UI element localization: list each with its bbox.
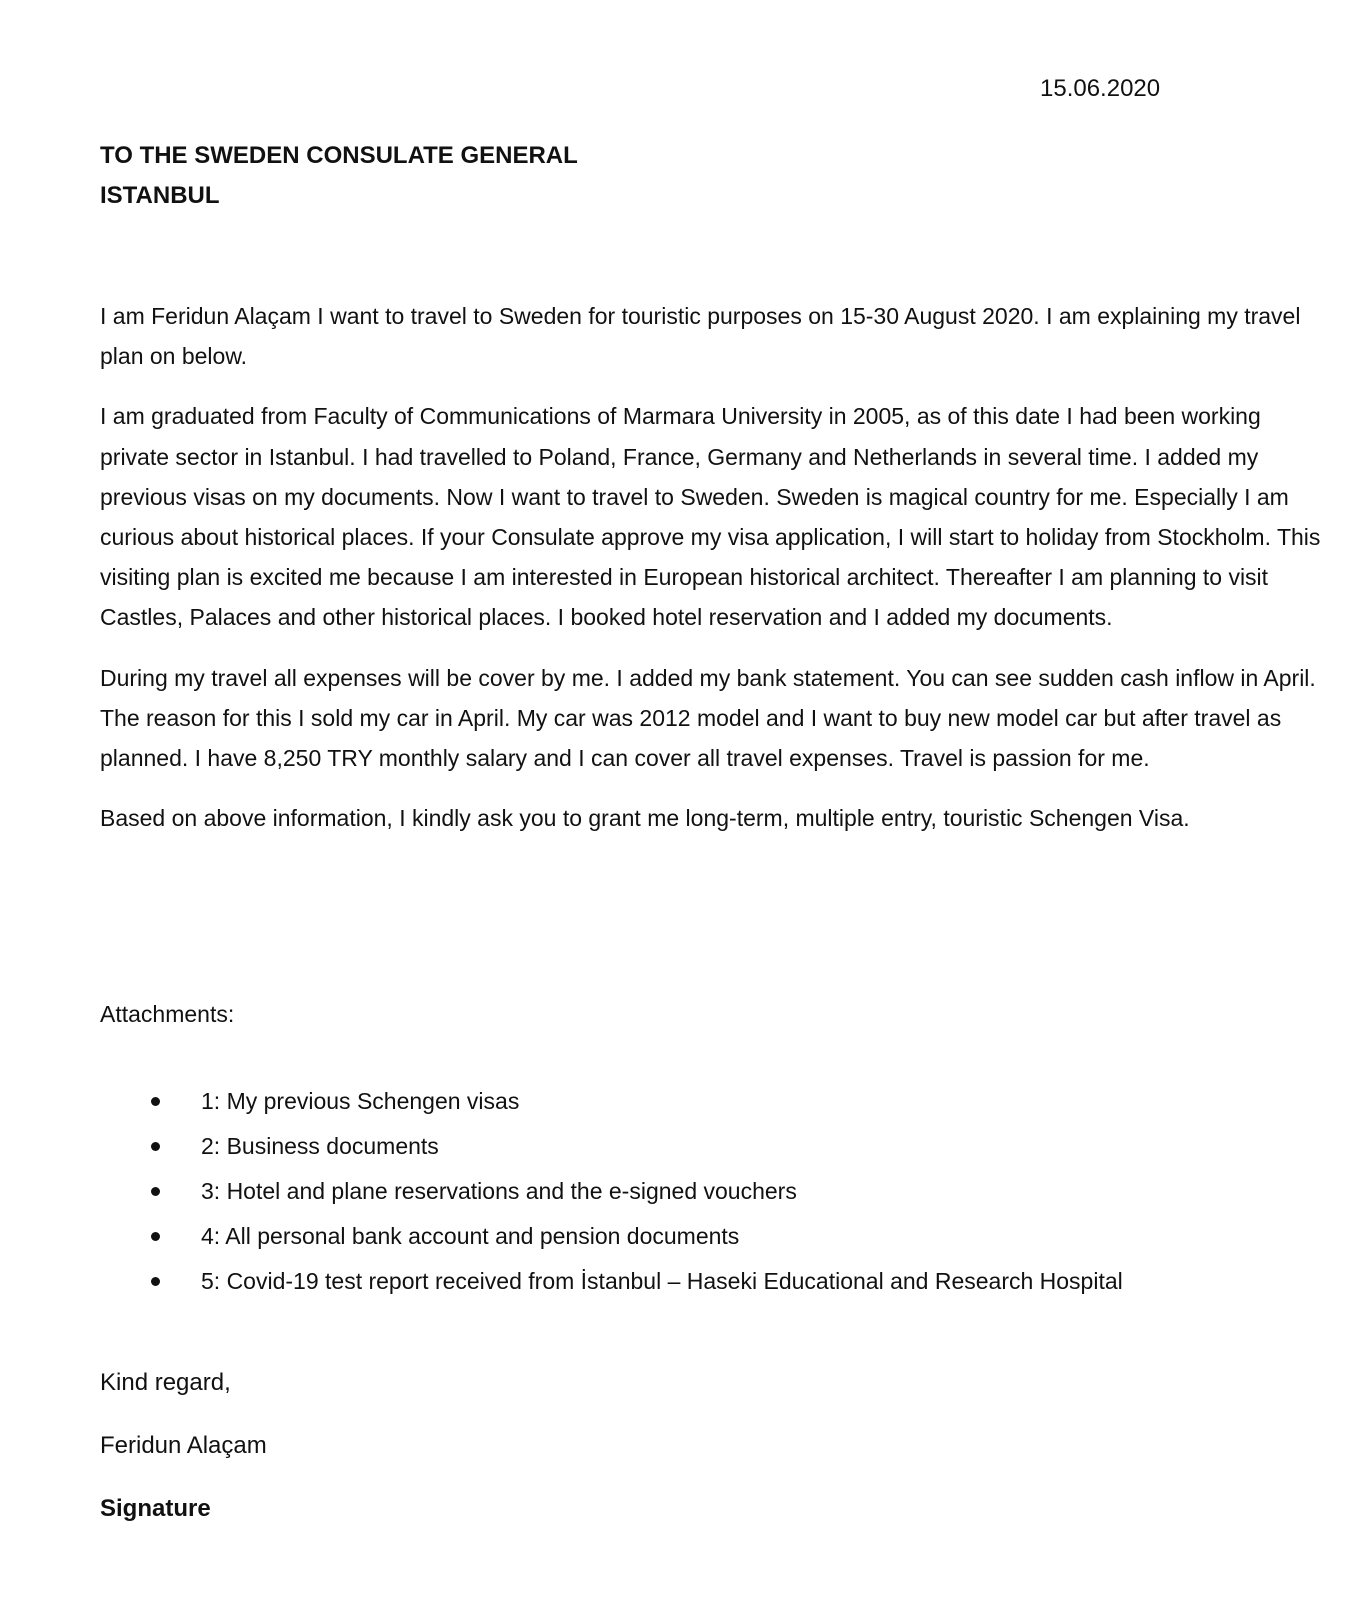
list-item [145,1175,1123,1220]
recipient-line-1: TO THE SWEDEN CONSULATE GENERAL [100,142,578,169]
bullet-icon [151,1097,160,1106]
sender-name: Feridun Alaçam [100,1432,267,1459]
bullet-icon [151,1187,160,1196]
list-item [145,1220,1123,1265]
recipient-line-2: ISTANBUL [100,182,220,209]
attachments-heading: Attachments: [100,1001,235,1027]
attachment-text: 4: All personal bank account and pension documents [201,1223,740,1249]
paragraph-background: I am graduated from Faculty of Communications of Marmara University in 2005, as of this date I had been working private sector in Istanbul. I had travelled to Poland, France, Germany and Netherlands in several time. I added my previous visas on my documents. Now I want to travel to Sweden. Sweden is magical country for me. Especially I am curious about historical places. If your Consulate approve my visa application, I will start to holiday from Stockholm. This visiting plan is excited me because I am interested in European historical architect. Thereafter I am planning to visit Castles, Palaces and other historical places. I booked hotel reservation and I added my documents. [100,403,1321,631]
paragraph-request: Based on above information, I kindly ask you to grant me long-term, multiple entry, touristic Schengen Visa. [100,805,1190,832]
paragraph-intro: I am Feridun Alaçam I want to travel to Sweden for touristic purposes on 15-30 August 2020. I am explaining my travel plan on below. [100,303,1301,370]
list-item [145,1130,1123,1175]
list-item [145,1085,1123,1130]
attachments-list [145,1085,1123,1310]
bullet-icon [151,1232,160,1241]
bullet-icon [151,1277,160,1286]
attachment-text: 1: My previous Schengen visas [201,1088,520,1114]
signature-label: Signature [100,1495,211,1522]
attachment-text: 2: Business documents [201,1133,439,1159]
attachment-text: 5: Covid-19 test report received from İstanbul – Haseki Educational and Research Hospital [201,1268,1123,1294]
letter-body [100,296,1330,858]
list-item [145,1265,1123,1310]
bullet-icon [151,1142,160,1151]
letter-date: 15.06.2020 [1040,75,1161,102]
closing-line: Kind regard, [100,1369,231,1396]
recipient-block [100,136,578,216]
paragraph-expenses: During my travel all expenses will be cover by me. I added my bank statement. You can see sudden cash inflow in April. The reason for this I sold my car in April. My car was 2012 model and I want to buy new model car but after travel as planned. I have 8,250 TRY monthly salary and I can cover all travel expenses. Travel is passion for me. [100,664,1316,772]
attachment-text: 3: Hotel and plane reservations and the e-signed vouchers [201,1178,797,1204]
